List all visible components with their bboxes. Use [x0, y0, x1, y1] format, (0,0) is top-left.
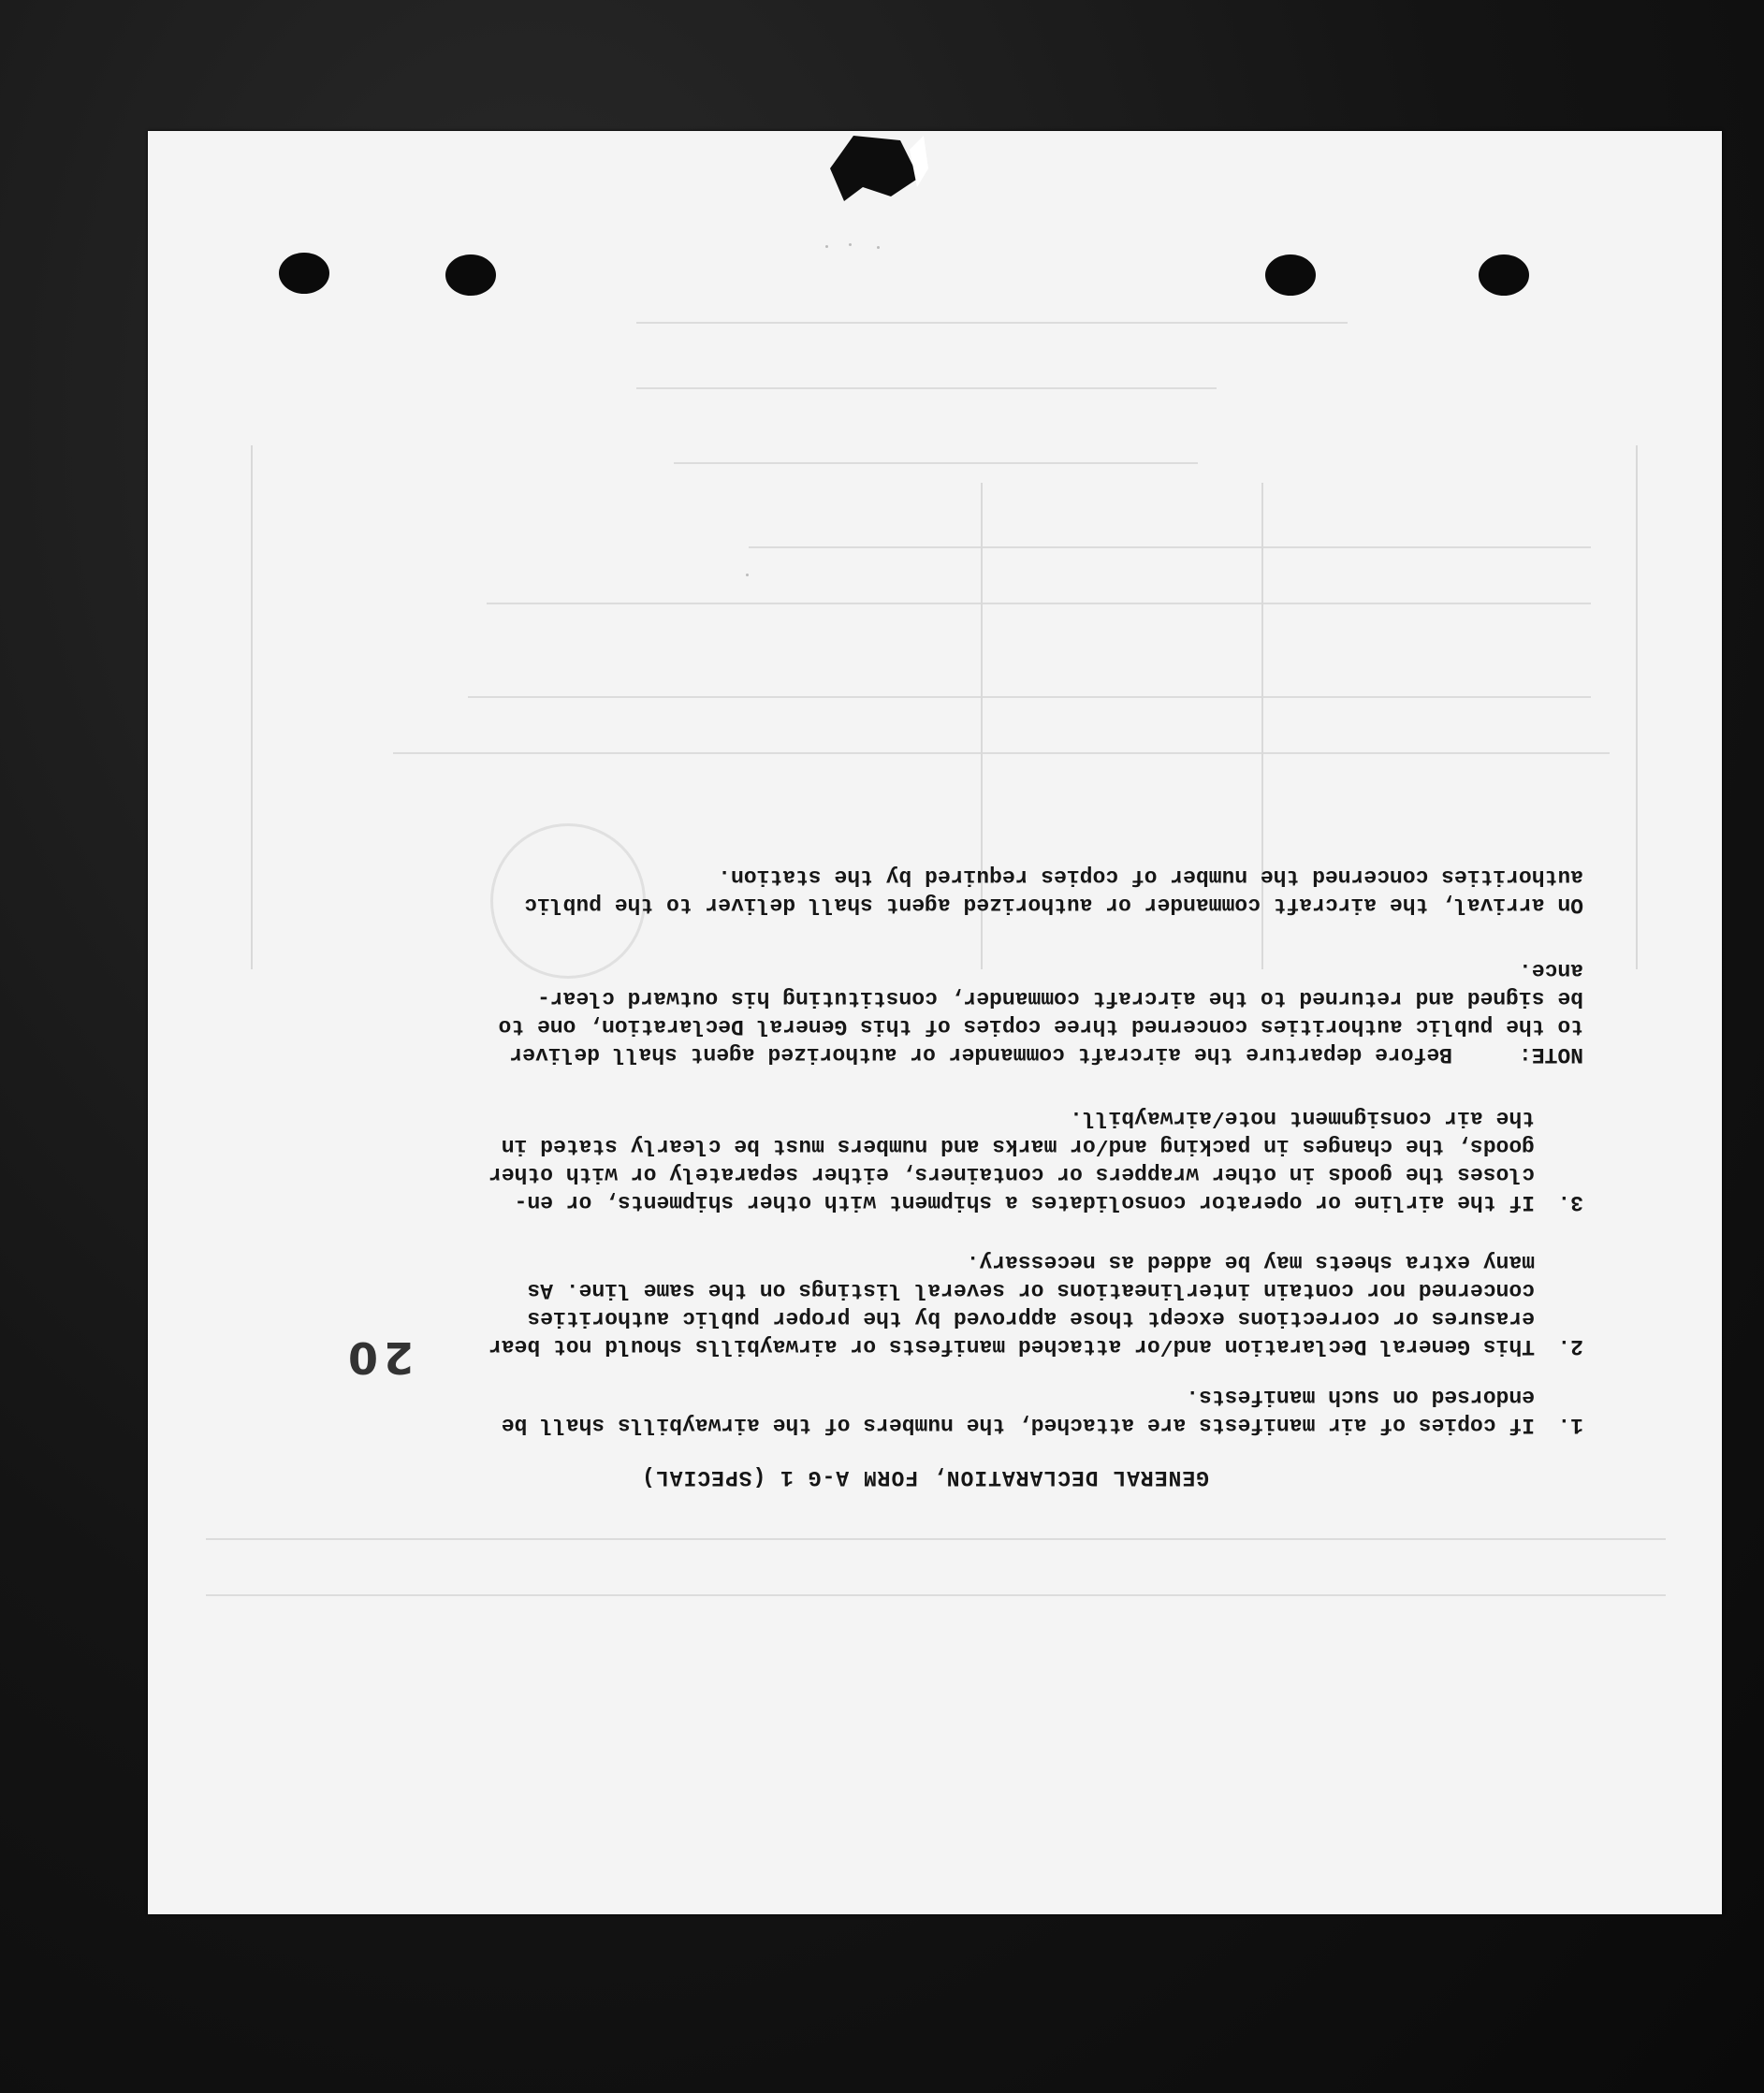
torn-paper-mark	[816, 131, 928, 206]
text-line: be signed and returned to the aircraft commander, constituting his outward clear-	[537, 986, 1583, 1010]
text-line: to the public authorities concerned three copies of this General Declaration, one to	[498, 1014, 1583, 1039]
document-sheet	[148, 131, 1722, 1914]
note-first-line	[509, 1040, 1452, 1068]
item-number: 1.	[1557, 1413, 1583, 1437]
text-line: closes the goods in other wrappers or containers, either separately or with other	[488, 1162, 1535, 1186]
item-3-text	[488, 1104, 1535, 1216]
text-line: On arrival, the aircraft commander or authorized agent shall deliver to the public	[524, 893, 1583, 917]
bleed-through-line	[636, 387, 1217, 389]
declaration-instructions	[273, 518, 1583, 1491]
item-2-text	[488, 1248, 1535, 1360]
text-line: This General Declaration and/or attached manifests or airwaybills should not bear	[488, 1334, 1535, 1359]
text-line: erasures or corrections except those approved by the proper public authorities	[527, 1306, 1535, 1330]
text-line: many extra sheets may be added as necessary.	[966, 1250, 1535, 1274]
text-line: If the airline or operator consolidates a shipment with other shipments, or en-	[514, 1190, 1535, 1214]
punch-hole	[1479, 254, 1529, 296]
punch-hole	[1265, 254, 1316, 296]
speck	[849, 243, 852, 246]
text-line: Before departure the aircraft commander or authorized agent shall deliver	[509, 1042, 1452, 1067]
item-number: 3.	[1557, 1190, 1583, 1214]
punch-hole	[279, 253, 329, 294]
arrival-text	[524, 863, 1583, 919]
item-1-text	[502, 1383, 1535, 1439]
text-line: authorities concerned the number of copies required by the station.	[718, 865, 1583, 889]
speck	[746, 574, 749, 576]
text-line: goods, the changes in packing and/or marks and numbers must be clearly stated in	[501, 1134, 1535, 1158]
form-title: GENERAL DECLARATION, FORM A-G 1 (SPECIAL)	[641, 1465, 1209, 1490]
speck	[877, 246, 880, 249]
text-line: concerned nor contain interlineations or several listings on the same line. As	[527, 1278, 1535, 1302]
text-line: the air consignment note/airwaybill.	[1070, 1106, 1535, 1130]
item-number: 2.	[1557, 1334, 1583, 1359]
bleed-through-line	[636, 322, 1348, 324]
text-line: If copies of air manifests are attached, the numbers of the airwaybills shall be	[501, 1413, 1535, 1437]
note-text	[499, 956, 1583, 1040]
text-line: endorsed on such manifests.	[1186, 1385, 1535, 1409]
note-label: NOTE:	[1518, 1042, 1583, 1067]
bleed-through-line	[206, 1594, 1666, 1596]
punch-hole	[445, 254, 496, 296]
text-line: ance.	[1518, 958, 1583, 982]
bleed-through-line	[251, 445, 253, 969]
speck	[825, 245, 828, 248]
bleed-through-line	[1636, 445, 1638, 969]
handwritten-number: 20	[342, 1332, 414, 1383]
bleed-through-line	[206, 1538, 1666, 1540]
rotated-page-content	[148, 131, 1722, 1914]
bleed-through-line	[674, 462, 1198, 464]
